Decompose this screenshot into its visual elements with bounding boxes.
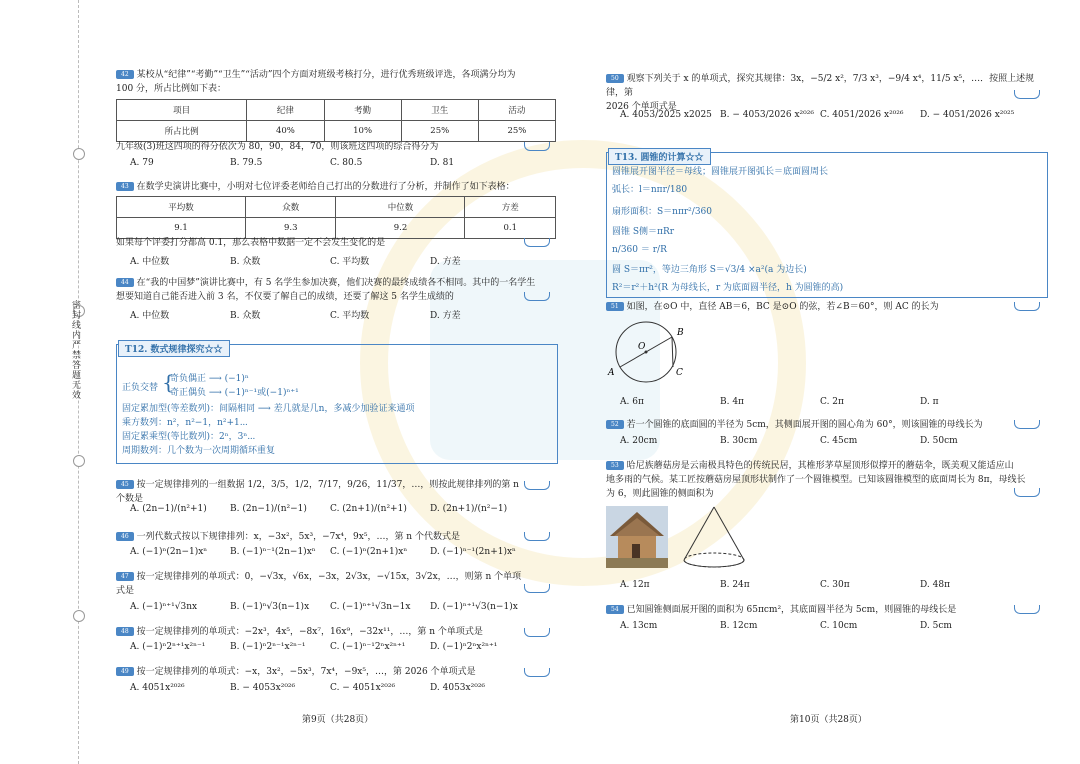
knowledge-line: 奇正偶负 ⟶ (−1)ⁿ⁻¹或(−1)ⁿ⁺¹ (170, 388, 299, 398)
question-text: 按一定规律排列的单项式：0，−√3x，√6x，−3x，2√3x，−√15x，3√2x，…，则第 n 个单项式是 (116, 572, 522, 596)
table-cell: 纪律 (247, 100, 324, 121)
option-d[interactable]: D. 81 (430, 158, 455, 168)
question-number: 46 (116, 532, 134, 541)
table-cell: 25% (401, 121, 478, 142)
answer-blank[interactable] (524, 481, 550, 490)
question-43 (116, 180, 556, 194)
option-b[interactable]: B. 12cm (720, 621, 758, 631)
answer-blank[interactable] (1014, 420, 1040, 429)
option-d[interactable]: D. 4053x²⁰²⁶ (430, 683, 486, 693)
question-text: 某校从“纪律”“考勤”“卫生”“活动”四个方面对班级考核打分，进行优秀班级评选，各项满分均为 (136, 70, 516, 80)
table-cell: 0.1 (465, 218, 556, 239)
answer-blank[interactable] (524, 142, 550, 151)
knowledge-line: 奇负偶正 ⟶ (−1)ⁿ (170, 374, 249, 384)
knowledge-line: R²＝r²＋h²(R 为母线长，r 为底面圆半径，h 为圆锥的高) (612, 283, 844, 293)
knowledge-line: 圆锥 S侧＝πRr (612, 227, 675, 237)
question-44 (116, 276, 556, 304)
question-text: 已知圆锥侧面展开图的面积为 65πcm²，其底面圆半径为 5cm，则圆锥的母线长是 (626, 605, 957, 615)
option-c[interactable]: C. 平均数 (330, 257, 370, 267)
question-number: 42 (116, 70, 134, 79)
page-number-right: 第10页（共28页） (790, 715, 867, 725)
answer-blank[interactable] (524, 532, 550, 541)
options (620, 621, 1020, 631)
option-c[interactable]: C. 4051/2026 x²⁰²⁶ (820, 110, 904, 120)
option-a[interactable]: A. 4053/2025 x2025 (620, 110, 712, 120)
option-a[interactable]: A. (2n−1)/(n²+1) (130, 504, 207, 514)
table-cell: 活动 (478, 100, 555, 121)
answer-blank[interactable] (524, 584, 550, 593)
section-title: T12. 数式规律探究☆☆ (118, 340, 230, 357)
options (130, 254, 530, 267)
table-row (117, 100, 556, 121)
option-a[interactable]: A. 79 (130, 158, 154, 168)
stats-table (116, 196, 556, 239)
question-42 (116, 68, 556, 96)
options (620, 397, 1020, 407)
table-cell: 10% (324, 121, 401, 142)
option-a[interactable]: A. 6π (620, 397, 644, 407)
question-text: 100 分，所占比例如下表： (116, 84, 227, 94)
knowledge-line: 圆 S＝πr²，等边三角形 S＝√3/4 ×a²(a 为边长) (612, 265, 807, 275)
question-text: 按一定规律排列的单项式：−x，3x²，−5x³，7x⁴，−9x⁵，…，第 2026 个单项式是 (136, 667, 476, 677)
options (130, 683, 530, 693)
chord-bc (672, 337, 673, 367)
table-cell: 9.2 (336, 218, 465, 239)
option-a[interactable]: A. 13cm (620, 621, 658, 631)
option-c[interactable]: C. (−1)ⁿ⁺¹√3n−1x (330, 602, 411, 612)
mushroom-house-photo (606, 506, 668, 568)
question-text: 若一个圆锥的底面圆的半径为 5cm，其侧面展开图的圆心角为 60°，则该圆锥的母线长为 (626, 420, 983, 430)
question-48 (116, 625, 526, 639)
table-cell: 卫生 (401, 100, 478, 121)
question-number: 51 (606, 302, 624, 311)
option-d[interactable]: D. (−1)ⁿ2ⁿx²ⁿ⁺¹ (430, 642, 498, 652)
answer-blank[interactable] (1014, 90, 1040, 99)
binding-note: 密封线内严禁答题无效 (70, 300, 80, 400)
question-number: 44 (116, 278, 134, 287)
circle-diagram (606, 318, 696, 386)
option-d[interactable]: D. (−1)ⁿ⁻¹(2n+1)xⁿ (430, 547, 516, 557)
question-number: 52 (606, 420, 624, 429)
question-text: 按一定规律排列的一组数据 1/2，3/5，1/2，7/17，9/26，11/37，…，则按此规律排列的第 n 个数是 (116, 480, 519, 504)
knowledge-line: 周期数列：几个数为一次周期循环重复 (122, 446, 276, 456)
question-number: 49 (116, 667, 134, 676)
option-b[interactable]: B. (−1)ⁿ⁻¹(2n−1)xⁿ (230, 547, 316, 557)
question-47 (116, 570, 526, 598)
section-title: T13. 圆锥的计算☆☆ (608, 148, 711, 165)
option-a[interactable]: A. 12π (620, 580, 650, 590)
options (620, 580, 1020, 590)
question-46 (116, 530, 526, 544)
option-d[interactable]: D. 48π (920, 580, 950, 590)
question-51 (606, 300, 1016, 314)
option-d[interactable]: D. 方差 (430, 311, 461, 321)
option-a[interactable]: A. 4051x²⁰²⁶ (130, 683, 185, 693)
question-text: 想要知道自己能否进入前 3 名，不仅要了解自己的成绩，还要了解这 5 名学生成绩的 (116, 292, 454, 302)
option-d[interactable]: D. 5cm (920, 621, 952, 631)
option-c[interactable]: C. 平均数 (330, 311, 370, 321)
options (130, 308, 530, 321)
label-c: C (676, 368, 683, 378)
answer-blank[interactable] (524, 238, 550, 247)
table-cell: 平均数 (117, 197, 246, 218)
question-text: 在“我的中国梦”演讲比赛中，有 5 名学生参加决赛，他们决赛的最终成绩各不相同。其中的一名学生 (136, 278, 536, 288)
table-cell: 方差 (465, 197, 556, 218)
option-b[interactable]: B. (2n−1)/(n²−1) (230, 504, 307, 514)
binding-hole (73, 148, 85, 160)
question-text: 为 6，则此圆锥的侧面积为 (606, 489, 714, 499)
knowledge-line: n/360 ＝ r/R (612, 245, 667, 255)
knowledge-line: 正负交替 (122, 383, 159, 393)
option-b[interactable]: B. 众数 (230, 311, 261, 321)
question-text: 哈尼族蘑菇房是云南极具特色的传统民居，其椎形茅草屋顶形似撑开的蘑菇伞，既美观又能适应山 (626, 461, 1014, 471)
question-number: 48 (116, 627, 134, 636)
table-cell: 众数 (245, 197, 336, 218)
option-d[interactable]: D. 50cm (920, 436, 958, 446)
options (130, 158, 530, 168)
answer-blank[interactable] (1014, 488, 1040, 497)
option-d[interactable]: D. 方差 (430, 257, 461, 267)
option-a[interactable]: A. (−1)ⁿ(2n−1)xⁿ (130, 547, 208, 557)
option-c[interactable]: C. 10cm (820, 621, 858, 631)
options (130, 504, 530, 514)
question-53 (606, 459, 1046, 501)
table-row (117, 197, 556, 218)
table-cell: 9.1 (117, 218, 246, 239)
knowledge-line: 弧长：l＝nπr/180 (612, 185, 688, 195)
option-c[interactable]: C. 45cm (820, 436, 858, 446)
knowledge-line: 固定累乘型(等比数列)：2ⁿ，3ⁿ⋯ (122, 432, 256, 442)
question-text: 在数学史演讲比赛中，小明对七位评委老师给自己打出的分数进行了分析，并制作了如下表格： (136, 182, 515, 192)
option-b[interactable]: B. 4π (720, 397, 744, 407)
option-d[interactable]: D. − 4051/2026 x²⁰²⁵ (920, 110, 1015, 120)
option-a[interactable]: A. (−1)ⁿ2ⁿ⁺¹x²ⁿ⁻¹ (130, 642, 206, 652)
ratio-table (116, 99, 556, 142)
table-cell: 25% (478, 121, 555, 142)
options (130, 642, 530, 652)
question-text: 按一定规律排列的单项式：−2x³，4x⁵，−8x⁷，16x⁹，−32x¹¹，…，第 n 个单项式是 (136, 627, 483, 637)
question-text: 九年级(3)班这四项的得分依次为 80，90，84，70，则该班这四项的综合得分为 (116, 142, 439, 152)
question-52 (606, 418, 1016, 432)
table-cell: 中位数 (336, 197, 465, 218)
question-text: 如果每个评委打分都高 0.1，那么表格中数据一定不会发生变化的是 (116, 238, 386, 248)
option-b[interactable]: B. 79.5 (230, 158, 263, 168)
option-b[interactable]: B. 30cm (720, 436, 758, 446)
options (620, 110, 1020, 120)
option-d[interactable]: D. (2n+1)/(n²−1) (430, 504, 508, 514)
option-d[interactable]: D. (−1)ⁿ⁺¹√3(n−1)x (430, 602, 518, 612)
options (130, 547, 530, 557)
answer-blank[interactable] (524, 292, 550, 301)
question-number: 54 (606, 605, 624, 614)
label-b: B (677, 328, 684, 338)
option-b[interactable]: B. (−1)ⁿ2ⁿ⁻¹x²ⁿ⁻¹ (230, 642, 306, 652)
question-50 (606, 72, 1046, 114)
label-a: A (608, 368, 615, 378)
option-b[interactable]: B. − 4053/2026 x²⁰²⁶ (720, 110, 814, 120)
table-cell: 40% (247, 121, 324, 142)
label-o: O (638, 342, 646, 352)
options (620, 436, 1020, 446)
question-text: 一列代数式按以下规律排列：x，−3x²，5x³，−7x⁴，9x⁵，…，第 n 个代数式是 (136, 532, 460, 542)
binding-hole (73, 610, 85, 622)
table-cell: 考勤 (324, 100, 401, 121)
question-number: 53 (606, 461, 624, 470)
binding-hole (73, 455, 85, 467)
option-c[interactable]: C. (−1)ⁿ(2n+1)xⁿ (330, 547, 408, 557)
question-text: 观察下列关于 x 的单项式，探究其规律：3x，−5/2 x²，7/3 x³，−9/4 x⁴，11/5 x⁵，…．按照上述规律，第 (606, 74, 1035, 98)
option-c[interactable]: C. (−1)ⁿ⁻¹2ⁿx²ⁿ⁺¹ (330, 642, 406, 652)
question-number: 50 (606, 74, 624, 83)
option-c[interactable]: C. 2π (820, 397, 844, 407)
option-d[interactable]: D. π (920, 397, 939, 407)
table-cell: 9.3 (245, 218, 336, 239)
answer-blank[interactable] (524, 628, 550, 637)
answer-blank[interactable] (1014, 605, 1040, 614)
question-number: 43 (116, 182, 134, 191)
question-49 (116, 665, 526, 679)
knowledge-line: 乘方数列：n²，n²−1，n²+1⋯ (122, 418, 248, 428)
options (130, 602, 530, 612)
option-b[interactable]: B. 24π (720, 580, 750, 590)
option-b[interactable]: B. (−1)ⁿ√3(n−1)x (230, 602, 310, 612)
table-cell: 所占比例 (117, 121, 247, 142)
knowledge-line: 扇形面积：S＝nπr²/360 (612, 207, 712, 217)
option-c[interactable]: C. 80.5 (330, 158, 363, 168)
page-number-left: 第9页（共28页） (302, 715, 374, 725)
knowledge-line: 圆锥展开图半径＝母线；圆锥展开图弧长＝底面圆周长 (612, 167, 829, 177)
question-54 (606, 603, 1016, 617)
question-text: 2026 个单项式是 (606, 102, 677, 112)
answer-blank[interactable] (1014, 302, 1040, 311)
option-a[interactable]: A. (−1)ⁿ⁺¹√3nx (130, 602, 198, 612)
cone-diagram (674, 504, 754, 570)
question-text: 如图，在⊙O 中，直径 AB＝6，BC 是⊙O 的弦，若∠B＝60°，则 AC 的长为 (626, 302, 939, 312)
question-number: 47 (116, 572, 134, 581)
option-a[interactable]: A. 20cm (620, 436, 658, 446)
brace: { (162, 370, 175, 394)
table-row (117, 121, 556, 142)
answer-blank[interactable] (524, 668, 550, 677)
question-45 (116, 478, 526, 506)
option-a[interactable]: A. 中位数 (130, 257, 170, 267)
question-number: 45 (116, 480, 134, 489)
option-c[interactable]: C. − 4051x²⁰²⁶ (330, 683, 396, 693)
knowledge-line: 固定累加型(等差数列)：间隔相同 ⟶ 差几就是几n，多减少加验证来通项 (122, 404, 415, 414)
question-text: 地多雨的气候。某工匠按蘑菇房屋顶形状制作了一个圆锥模型。已知该圆锥模型的底面周长为 8π，母线长 (606, 475, 1026, 485)
option-a[interactable]: A. 中位数 (130, 311, 170, 321)
option-b[interactable]: B. 众数 (230, 257, 261, 267)
option-c[interactable]: C. 30π (820, 580, 850, 590)
option-c[interactable]: C. (2n+1)/(n²+1) (330, 504, 407, 514)
table-cell: 项目 (117, 100, 247, 121)
option-b[interactable]: B. − 4053x²⁰²⁶ (230, 683, 296, 693)
